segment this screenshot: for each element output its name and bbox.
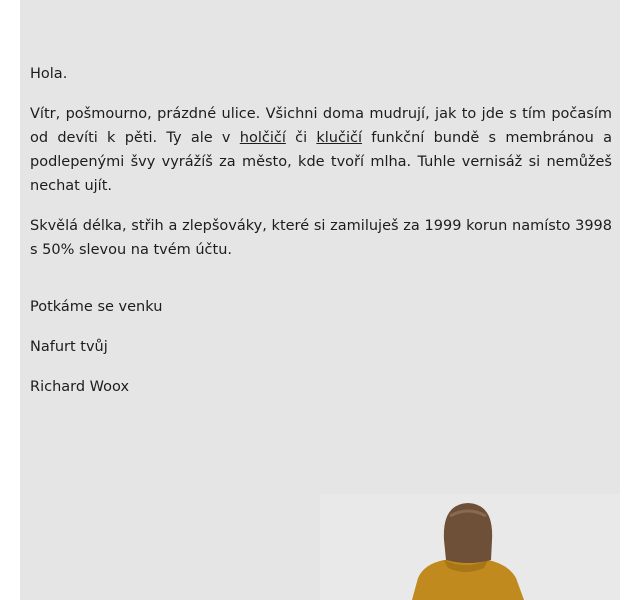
person-in-mustard-jacket-photo-icon	[320, 494, 620, 600]
signature: Richard Woox	[30, 379, 130, 395]
greeting: Hola.	[30, 66, 68, 82]
signoff-line: Nafurt tvůj	[30, 339, 108, 355]
hero-photo	[320, 494, 620, 600]
boys-link[interactable]: klučičí	[316, 130, 362, 146]
email-body	[20, 0, 620, 600]
paragraph-offer: Skvělá délka, střih a zlepšováky, které si zamiluješ za 1999 korun namísto 3998 s 50% slevou na tvém účtu.	[30, 218, 612, 258]
paragraph-intro	[30, 102, 612, 198]
closing-line: Potkáme se venku	[30, 299, 163, 315]
paragraph-intro-text-1: Vítr, pošmourno, prázdné ulice. Všichni doma mudrují, jak to jde s tím počasím od devíti k pěti. Ty ale v	[30, 106, 612, 146]
email-content	[30, 62, 612, 399]
paragraph-intro-text-3: funkční bundě s membránou a podlepenými švy vyrážíš za město, kde tvoří mlha. Tuhle vernisáž si nemůžeš nechat ujít.	[30, 130, 612, 194]
girls-link[interactable]: holčičí	[239, 130, 286, 146]
paragraph-intro-text-2: či	[285, 130, 317, 146]
